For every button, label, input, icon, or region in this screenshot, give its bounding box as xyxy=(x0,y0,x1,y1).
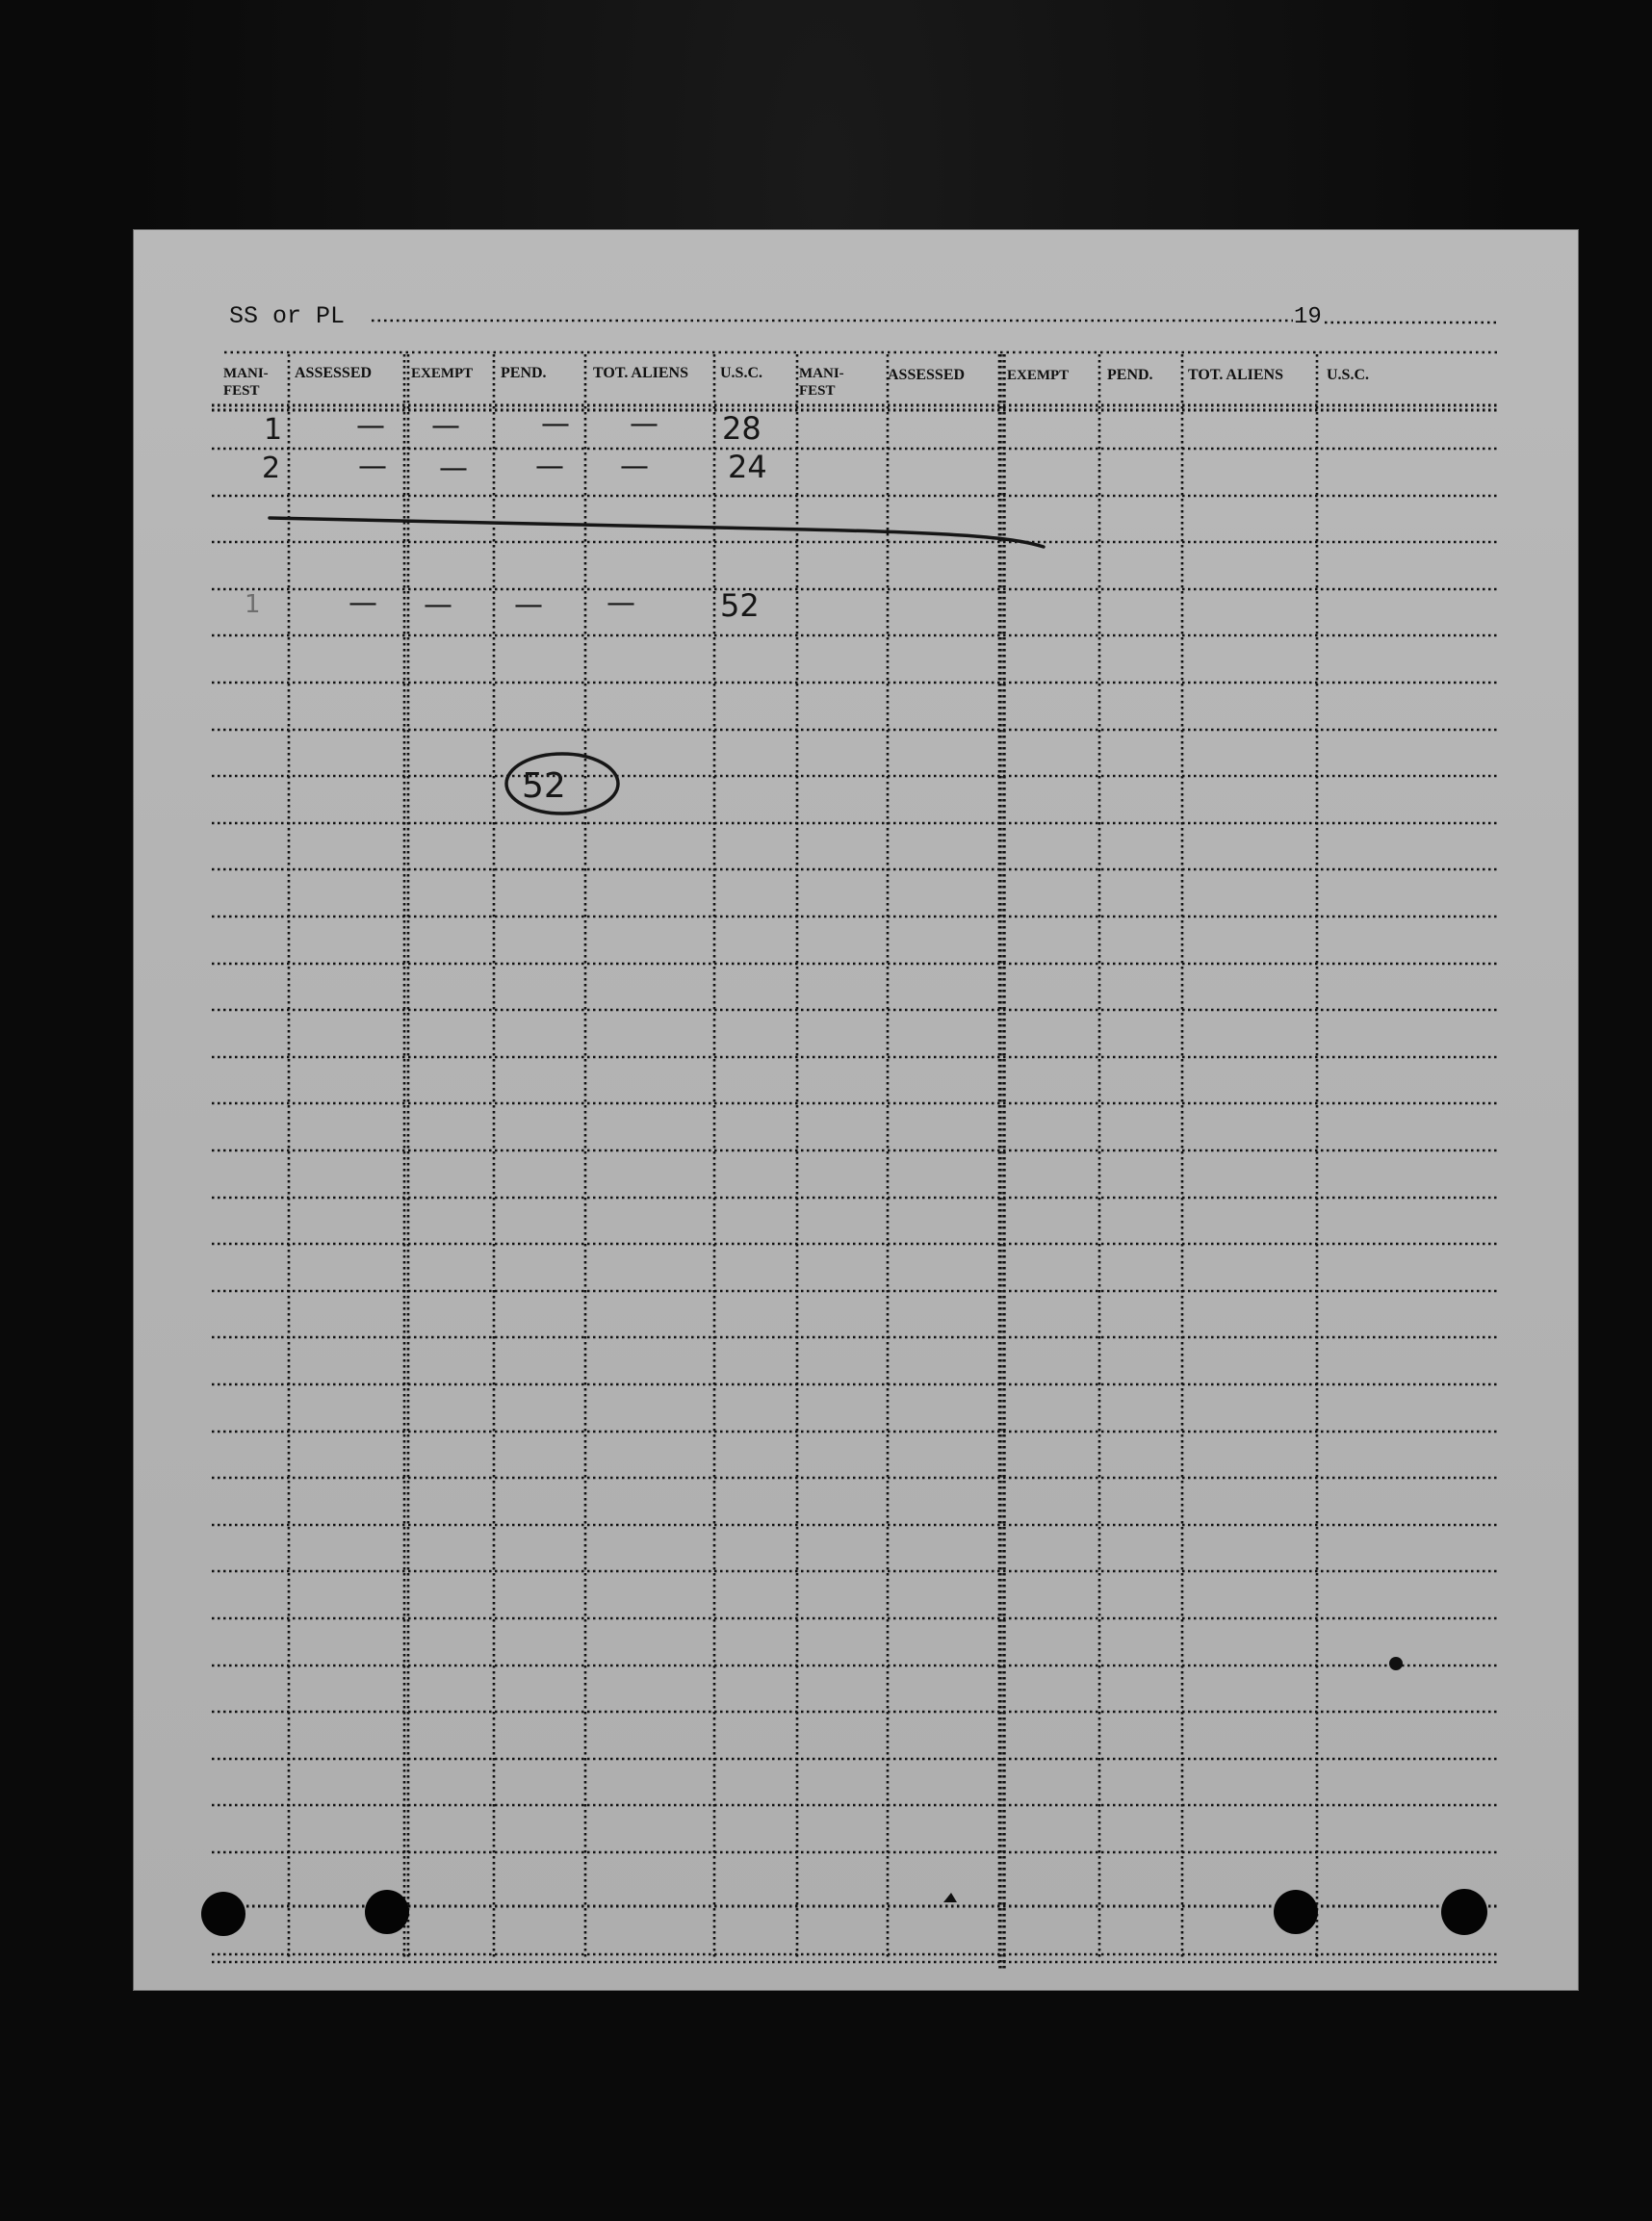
col-pend-left: PEND. xyxy=(501,365,547,381)
row1-assessed: — xyxy=(356,409,385,443)
col-usc-left: U.S.C. xyxy=(720,365,763,381)
page-number: 19 xyxy=(1294,304,1322,330)
col-assessed-left: ASSESSED xyxy=(295,365,373,381)
row1-pend: — xyxy=(541,407,570,441)
row2-assessed: — xyxy=(358,450,387,483)
handwritten-row-2 xyxy=(262,449,767,485)
col-pend-right: PEND. xyxy=(1107,367,1153,383)
totals-tot-aliens: — xyxy=(607,586,635,620)
row2-tot-aliens: — xyxy=(620,450,649,483)
col-manifest-right-l2: FEST xyxy=(799,383,836,399)
manifest-form-sheet xyxy=(133,229,1579,1991)
ss-or-pl-label: SS or PL xyxy=(229,302,346,330)
punch-hole-2 xyxy=(365,1890,409,1934)
totals-usc: 52 xyxy=(720,587,760,624)
punch-hole-1 xyxy=(201,1892,245,1936)
row2-exempt: — xyxy=(439,452,468,485)
totals-pend: — xyxy=(514,588,543,622)
punch-hole-3 xyxy=(1274,1890,1318,1934)
totals-assessed: — xyxy=(348,586,377,620)
col-exempt-right: EXEMPT xyxy=(1007,368,1070,383)
row1-exempt: — xyxy=(431,409,460,443)
col-exempt-left: EXEMPT xyxy=(411,366,474,381)
row1-usc: 28 xyxy=(722,410,761,447)
col-manifest-left-l2: FEST xyxy=(223,383,260,399)
col-tot-aliens-left: TOT. ALIENS xyxy=(593,365,689,381)
row2-usc: 24 xyxy=(728,449,767,485)
row2-pend: — xyxy=(535,450,564,483)
col-assessed-right: ASSESSED xyxy=(888,367,966,383)
col-usc-right: U.S.C. xyxy=(1327,367,1370,383)
totals-exempt: — xyxy=(424,588,452,622)
col-manifest-left-l1: MANI- xyxy=(223,366,269,381)
circled-total-value: 52 xyxy=(522,766,566,806)
ink-mark xyxy=(943,1893,957,1902)
ink-speck xyxy=(1389,1657,1403,1670)
totals-manifest: 1 xyxy=(245,590,261,619)
handwritten-totals-row xyxy=(245,586,760,624)
row1-manifest: 1 xyxy=(264,413,283,447)
row2-manifest: 2 xyxy=(262,452,281,485)
form-grid xyxy=(133,229,1579,1991)
col-manifest-right-l1: MANI- xyxy=(799,366,844,381)
row1-tot-aliens: — xyxy=(630,407,658,441)
punch-hole-4 xyxy=(1441,1889,1487,1935)
col-tot-aliens-right: TOT. ALIENS xyxy=(1188,367,1284,383)
handwritten-row-1 xyxy=(264,407,761,447)
